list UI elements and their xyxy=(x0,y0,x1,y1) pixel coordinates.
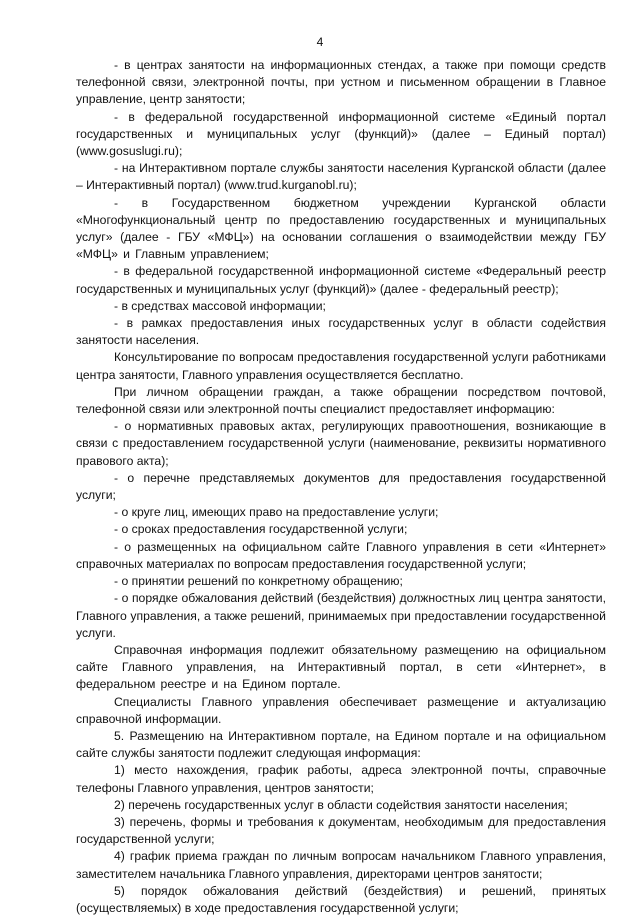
paragraph: - о порядке обжалования действий (бездействия) должностных лиц центра занятости, Главного управления, а также решений, принимаемых при предоставлении государственной услуги. xyxy=(76,591,606,640)
paragraph: 3) перечень, формы и требования к документам, необходимым для предоставления государственной услуги; xyxy=(76,814,606,847)
paragraph: 4) график приема граждан по личным вопросам начальником Главного управления, заместителем начальника Главного управления, директорами центров занятости; xyxy=(76,849,606,881)
paragraph: Специалисты Главного управления обеспечивает размещение и актуализацию справочной информации. xyxy=(76,694,606,726)
paragraph: - о принятии решений по конкретному обращению; xyxy=(114,574,403,589)
paragraph: 1) место нахождения, график работы, адреса электронной почты, справочные телефоны Главного управления, центров занятости; xyxy=(76,763,606,795)
paragraph: - в Государственном бюджетном учреждении Курганской области «Многофункциональный центр по предоставлению государственных и муниципальных услуг» (далее - ГБУ «МФЦ») на основании соглашения о взаимодействии между ГБУ «МФЦ» и Главным управлением; xyxy=(76,195,606,262)
paragraph: - о круге лиц, имеющих право на предоставление услуги; xyxy=(114,505,439,520)
paragraph: - в рамках предоставления иных государственных услуг в области содействия занятости населения. xyxy=(76,316,606,348)
paragraph: 2) перечень государственных услуг в области содействия занятости населения; xyxy=(114,797,568,812)
paragraph: - о нормативных правовых актах, регулирующих правоотношения, возникающие в связи с предоставлением государственной услуги (наименование, реквизиты нормативного правового акта); xyxy=(76,419,606,468)
paragraph: 5) порядок обжалования действий (бездействия) и решений, принятых (осуществляемых) в ходе предоставления государственной услуги; xyxy=(76,883,606,915)
paragraph: - о перечне представляемых документов для предоставления государственной услуги; xyxy=(76,470,606,503)
document-body xyxy=(76,57,606,917)
paragraph: - в центрах занятости на информационных стендах, а также при помощи средств телефонной связи, электронной почты, при устном и письменном обращении в Главное управление, центр занятости; xyxy=(76,58,606,107)
paragraph: При личном обращении граждан, а также обращении посредством почтовой, телефонной связи или электронной почты специалист предоставляет информацию: xyxy=(76,384,606,417)
paragraph: - о сроках предоставления государственной услуги; xyxy=(114,522,408,537)
page-number: 4 xyxy=(316,35,324,49)
paragraph: Консультирование по вопросам предоставления государственной услуги работниками центра занятости, Главного управления осуществляется бесплатно. xyxy=(76,350,606,382)
paragraph: - на Интерактивном портале службы занятости населения Курганской области (далее – Интерактивный портал) (www.trud.kurganobl.ru); xyxy=(76,161,606,193)
paragraph: - в средствах массовой информации; xyxy=(114,298,326,313)
paragraph: 5. Размещению на Интерактивном портале, на Едином портале и на официальном сайте службы занятости подлежит следующая информация: xyxy=(76,728,606,761)
paragraph: Справочная информация подлежит обязательному размещению на официальном сайте Главного управления, на Интерактивный портал, в сети «Интернет», в федеральном реестре и на Едином портале. xyxy=(76,642,606,692)
paragraph: - о размещенных на официальном сайте Главного управления в сети «Интернет» справочных материалах по вопросам предоставления государственной услуги; xyxy=(76,539,606,571)
paragraph: - в федеральной государственной информационной системе «Федеральный реестр государственных и муниципальных услуг (функций)» (далее - федеральный реестр); xyxy=(76,264,606,296)
paragraph: - в федеральной государственной информационной системе «Единый портал государственных и муниципальных услуг (функций)» (далее – Единый портал) (www.gosuslugi.ru); xyxy=(76,109,606,159)
